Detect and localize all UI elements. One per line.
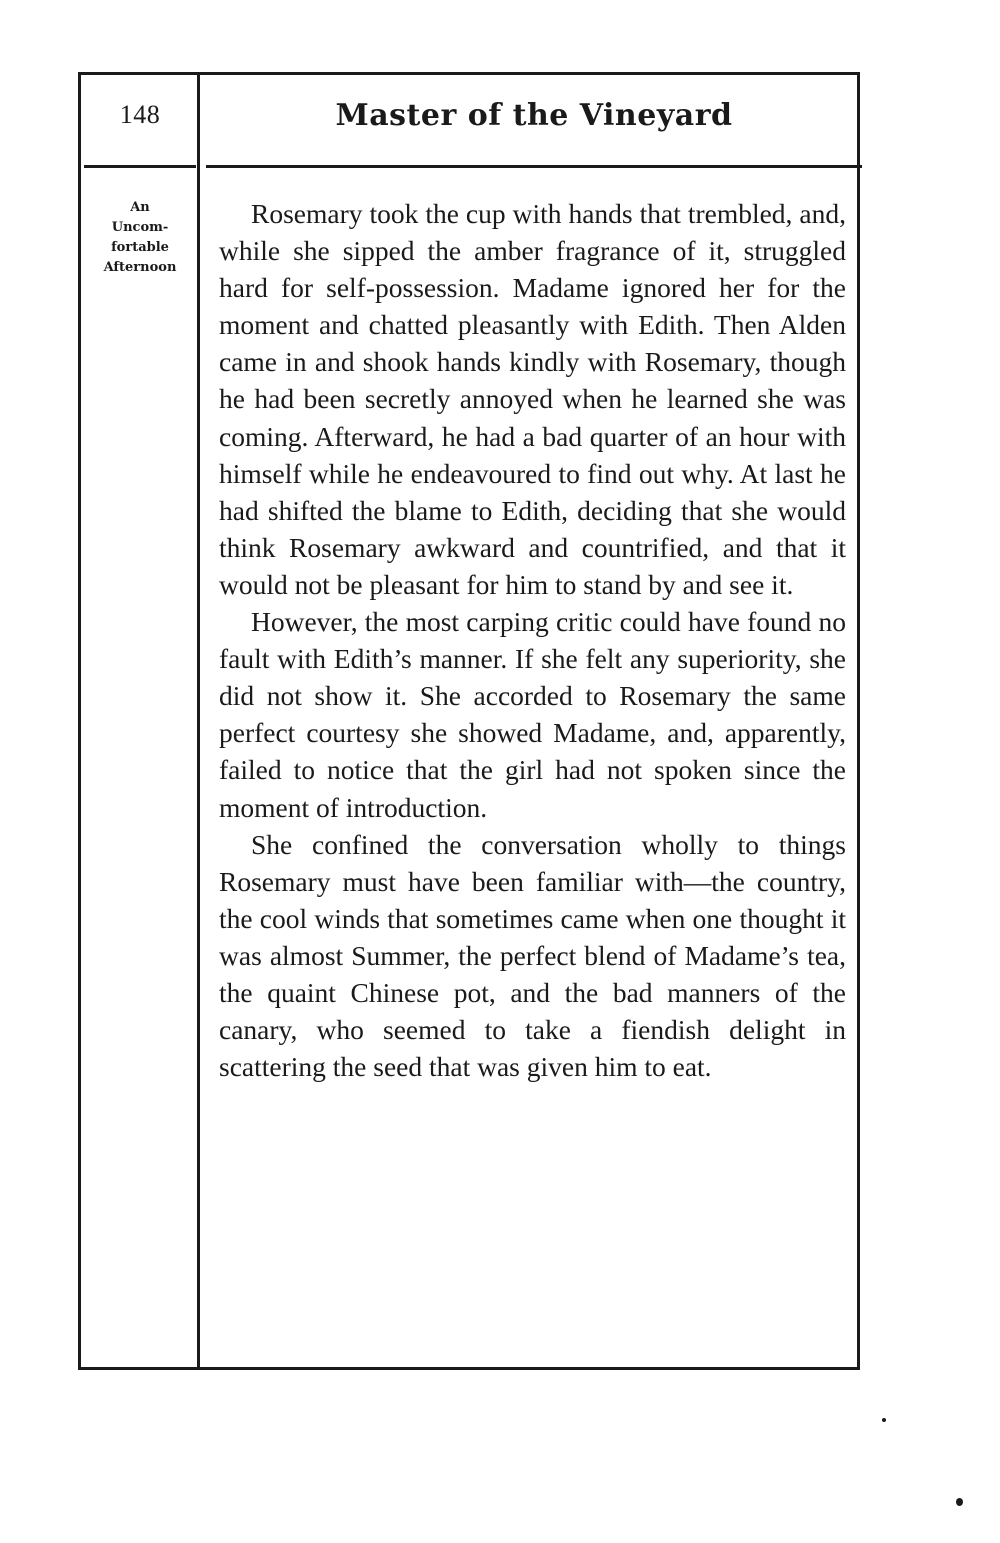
header-rule-left bbox=[84, 165, 196, 168]
column-divider bbox=[197, 72, 200, 1370]
page-number: 148 bbox=[119, 100, 161, 129]
paragraph: Rosemary took the cup with hands that trembled, and, while she sipped the amber fragrance of it, struggled hard for self-possession. Madame ignored her for the moment and chatted pleasantly with Edith. Then Alden came in and shook hands kindly with Rosemary, though he had been secretly annoyed when he learned she was coming. Afterward, he had a bad quarter of an hour with himself while he endeavoured to find out why. At last he had shifted the blame to Edith, deciding that she would think Rosemary awkward and countrified, and that it would not be pleasant for him to stand by and see it. bbox=[219, 198, 846, 600]
running-title: Master of the Vineyard bbox=[335, 98, 733, 133]
side-note-line: An bbox=[130, 200, 150, 215]
side-note-line: fortable bbox=[111, 240, 169, 255]
paragraph: However, the most carping critic could have found no fault with Edith’s manner. If she felt any superiority, she did not show it. She accorded to Rosemary the same perfect courtesy she showed Madame, and, apparently, failed to notice that the girl had not spoken since the moment of introduction. bbox=[219, 606, 846, 823]
side-note-line: Uncom- bbox=[111, 220, 169, 235]
header-rule-right bbox=[206, 165, 862, 168]
paragraph: She confined the conversation wholly to things Rosemary must have been familiar with—the country, the cool winds that sometimes came when one thought it was almost Summer, the perfect blend of Madame’s tea, the quaint Chinese pot, and the bad manners of the canary, who seemed to take a fiendish delight in scattering the seed that was given him to eat. bbox=[219, 828, 846, 1083]
body-text bbox=[219, 195, 846, 1085]
side-note bbox=[84, 198, 196, 278]
side-note-line: Afternoon bbox=[103, 260, 177, 275]
ink-speck bbox=[956, 1498, 963, 1506]
ink-speck bbox=[882, 1418, 886, 1422]
